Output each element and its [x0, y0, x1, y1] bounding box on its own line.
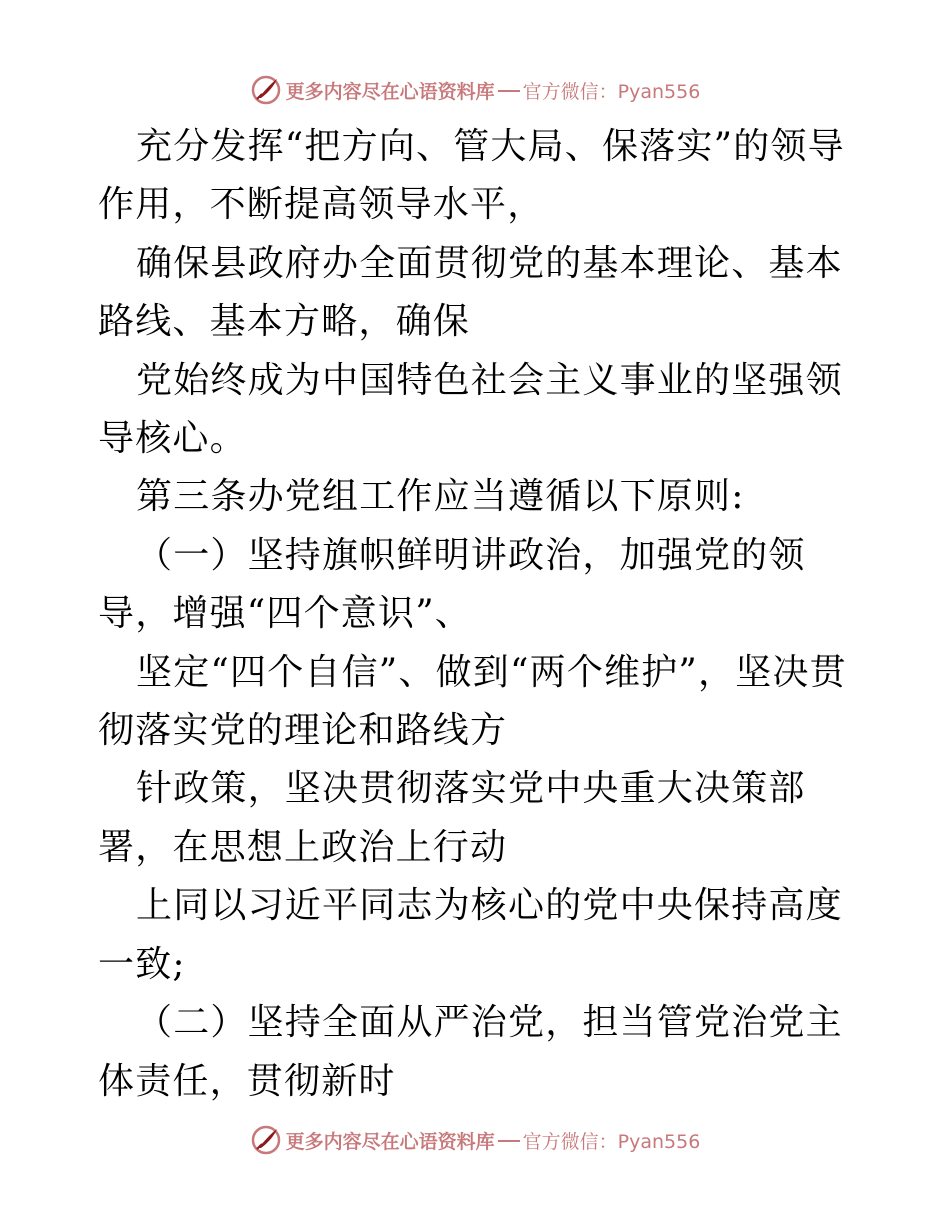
- paragraph: 针政策，坚决贯彻落实党中央重大决策部署，在思想上政治上行动: [98, 768, 806, 868]
- header-banner: [0, 70, 950, 110]
- footer-dash-separator: [498, 1140, 520, 1142]
- footer-wechat-text: 官方微信：Pyan556: [522, 1130, 701, 1153]
- paragraph: 坚定“四个自信”、做到“两个维护”，坚决贯彻落实党的理论和路线方: [98, 651, 847, 752]
- header-brand-text: 更多内容尽在心语资料库: [285, 80, 495, 103]
- footer-banner: [0, 1120, 950, 1160]
- footer-brand-text: 更多内容尽在心语资料库: [285, 1130, 495, 1153]
- paragraph: （二）坚持全面从严治党，担当管党治党主体责任，贯彻新时: [98, 1002, 843, 1102]
- paragraph: （一）坚持旗帜鲜明讲政治，加强党的领导，增强“四个意识”、: [98, 534, 806, 635]
- feather-pen-logo-icon: [250, 1124, 282, 1156]
- paragraph: 第三条办党组工作应当遵循以下原则:: [136, 476, 745, 518]
- paragraph: 党始终成为中国特色社会主义事业的坚强领导核心。: [98, 359, 843, 460]
- header-dash-separator: [498, 90, 520, 92]
- paragraph: 充分发挥“把方向、管大局、保落实”的领导作用，不断提高领导水平，: [98, 126, 845, 226]
- feather-pen-logo-icon: [250, 74, 282, 106]
- document-body: [98, 118, 858, 1111]
- header-wechat-text: 官方微信：Pyan556: [522, 80, 701, 103]
- paragraph: 确保县政府办全面贯彻党的基本理论、基本路线、基本方略，确保: [98, 242, 843, 343]
- paragraph: 上同以习近平同志为核心的党中央保持高度一致;: [98, 885, 843, 985]
